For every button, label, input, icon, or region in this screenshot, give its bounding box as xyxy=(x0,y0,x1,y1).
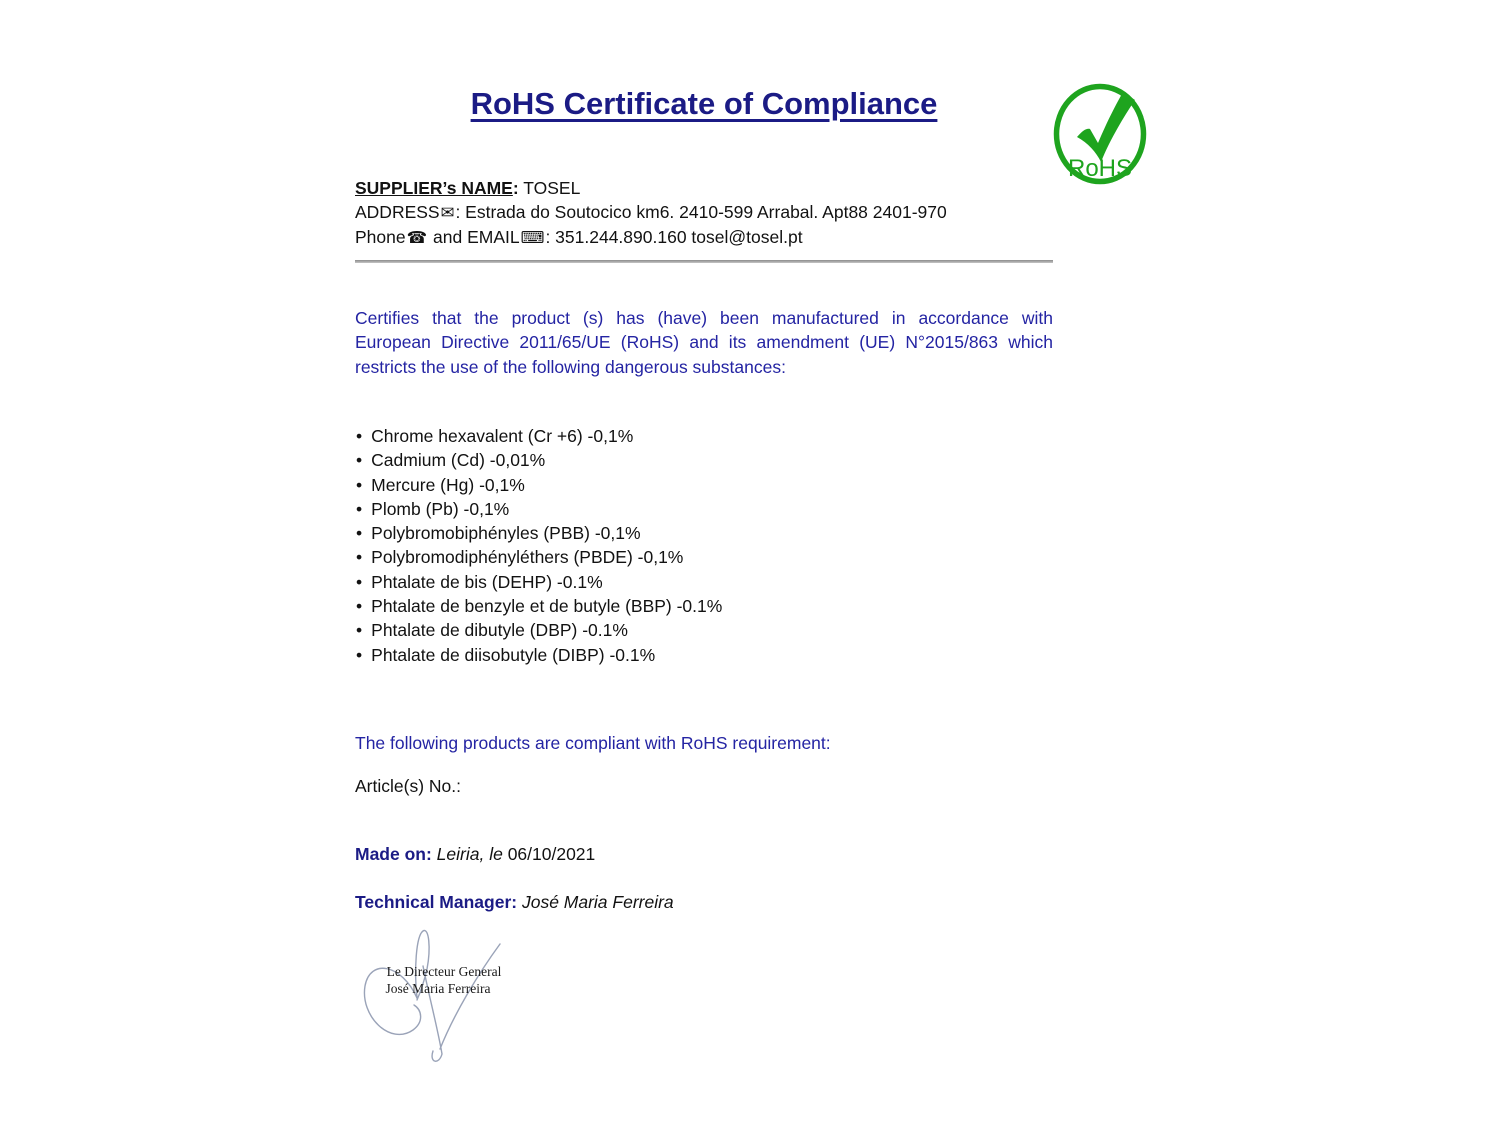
supplier-name-line xyxy=(355,176,947,200)
technical-manager-line xyxy=(355,892,674,913)
rohs-logo xyxy=(1051,80,1149,191)
certification-line: European Directive 2011/65/UE (RoHS) and its amendment (UE) N°2015/863 which xyxy=(355,332,1053,353)
phone-label: Phone xyxy=(355,227,406,247)
rohs-checkmark-icon xyxy=(1051,80,1149,186)
technical-manager-name: José Maria Ferreira xyxy=(517,892,674,912)
email-label: and EMAIL xyxy=(428,227,520,247)
signature-block xyxy=(356,922,508,1077)
list-item: • Polybromodiphényléthers (PBDE) -0,1% xyxy=(356,545,722,569)
page-title: RoHS Certificate of Compliance xyxy=(470,86,938,121)
compliance-statement: The following products are compliant with RoHS requirement: xyxy=(355,733,831,753)
technical-manager-label: Technical Manager: xyxy=(355,892,518,912)
articles-label: Article(s) No.: xyxy=(355,776,461,796)
horizontal-divider xyxy=(355,260,1053,263)
signature-name: José Maria Ferreira xyxy=(385,981,491,996)
rohs-logo-label: RoHS xyxy=(1067,155,1133,182)
telephone-icon: ☎ xyxy=(406,229,428,247)
supplier-name-colon: : xyxy=(512,178,519,198)
contact-value: : 351.244.890.160 tosel@tosel.pt xyxy=(545,227,803,247)
certification-line: Certifies that the product (s) has (have) been manufactured in accordance with xyxy=(355,308,1053,328)
list-item: • Plomb (Pb) -0,1% xyxy=(356,497,722,521)
supplier-block xyxy=(355,176,947,250)
list-item: • Cadmium (Cd) -0,01% xyxy=(356,448,722,472)
list-item: • Phtalate de bis (DEHP) -0.1% xyxy=(356,570,722,594)
list-item: • Polybromobiphényles (PBB) -0,1% xyxy=(356,521,722,545)
supplier-address-line xyxy=(355,200,947,225)
address-value: : Estrada do Soutocico km6. 2410-599 Arrabal. Apt88 2401-970 xyxy=(455,202,947,222)
list-item: • Phtalate de dibutyle (DBP) -0.1% xyxy=(356,618,722,642)
list-item: • Mercure (Hg) -0,1% xyxy=(356,473,722,497)
list-item: • Phtalate de benzyle et de butyle (BBP) -0.1% xyxy=(356,594,722,618)
envelope-icon: ✉ xyxy=(440,204,455,222)
certification-line: restricts the use of the following dangerous substances: xyxy=(355,356,786,377)
list-item: • Phtalate de diisobutyle (DIBP) -0.1% xyxy=(356,643,722,667)
signature-title: Le Directeur General xyxy=(386,964,502,979)
made-on-date: 06/10/2021 xyxy=(502,844,596,864)
made-on-line xyxy=(355,844,595,865)
supplier-contact-line xyxy=(355,225,947,250)
made-on-place: Leiria, le xyxy=(431,844,503,864)
list-item: • Chrome hexavalent (Cr +6) -0,1% xyxy=(356,424,722,448)
supplier-name-label: SUPPLIER’s NAME xyxy=(355,178,513,198)
keyboard-icon: ⌨ xyxy=(520,229,545,247)
substances-list xyxy=(356,424,722,667)
certification-statement xyxy=(355,306,1053,379)
made-on-label: Made on: xyxy=(355,844,432,864)
signature-flourish-icon xyxy=(356,922,508,1072)
supplier-name-value: TOSEL xyxy=(518,178,581,198)
address-label: ADDRESS xyxy=(355,202,440,222)
